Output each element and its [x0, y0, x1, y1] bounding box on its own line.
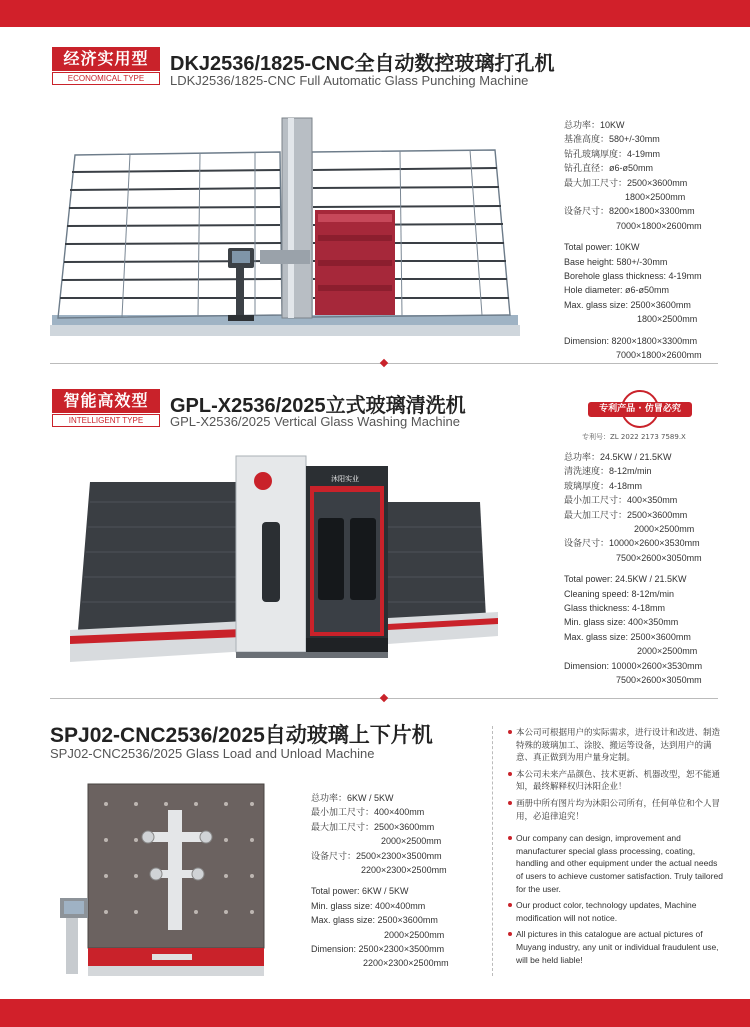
spec-cn: 最大加工尺寸：2500×3600mm [564, 509, 688, 520]
section3-specs [311, 791, 449, 971]
spec-en: 2000×2500mm [384, 929, 445, 940]
section2-specs [564, 450, 702, 688]
spec-cn: 总功率：24.5KW / 21.5KW [564, 452, 672, 462]
spec-en: Min. glass size: 400×400mm [311, 900, 426, 911]
spec-en: Dimension: 8200×1800×3300mm [564, 335, 698, 346]
spec-cn: 2000×2500mm [634, 524, 695, 535]
spec-en: Total power: 24.5KW / 21.5KW [564, 574, 687, 585]
spec-en: Base height: 580+/-30mm [564, 256, 668, 267]
spec-en: Max. glass size: 2500×3600mm [311, 915, 438, 926]
spec-cn: 总功率：6KW / 5KW [311, 793, 394, 803]
spec-en: Total power: 6KW / 5KW [311, 886, 409, 897]
spec-en: 2000×2500mm [637, 646, 698, 657]
spec-cn: 基准高度：580+/-30mm [564, 134, 660, 145]
spec-en: Cleaning speed: 8-12m/min [564, 588, 675, 599]
spec-en: Glass thickness: 4-18mm [564, 603, 666, 614]
section2-title-en: GPL-X2536/2025 Vertical Glass Washing Machine [170, 414, 461, 429]
spec-cn: 钻孔玻璃厚度：4-19mm [564, 148, 661, 159]
spec-en: 7500×2600×3050mm [616, 675, 702, 686]
spec-cn: 1800×2500mm [625, 192, 686, 203]
patent-number: 专利号：ZL 2022 2173 7589.X [582, 433, 686, 441]
spec-cn: 总功率：10KW [564, 120, 625, 130]
spec-cn: 设备尺寸：10000×2600×3530mm [564, 538, 700, 549]
spec-cn: 设备尺寸：8200×1800×3300mm [564, 206, 695, 217]
note-en: Our product color, technology updates, Machine modification will not notice. [508, 899, 723, 924]
tag-cn: 经济实用型 [52, 47, 160, 71]
section2-title-cn: GPL-X2536/2025立式玻璃清洗机 [170, 395, 466, 417]
tag-cn: 智能高效型 [52, 389, 160, 413]
bottom-red-band [0, 999, 750, 1027]
divider-diamond [380, 359, 388, 367]
spec-cn: 清洗速度：8-12m/min [564, 466, 652, 477]
section1-title-cn: DKJ2536/1825-CNC全自动数控玻璃打孔机 [170, 53, 555, 75]
seal-text: 专利产品 · 仿冒必究 [599, 404, 681, 414]
company-notes [508, 726, 723, 970]
section3-title-cn: SPJ02-CNC2536/2025自动玻璃上下片机 [50, 724, 433, 747]
economical-type-tag [52, 47, 160, 85]
note-cn: 本公司未来产品颜色、技术更新、机器改型，恕不能通知，最终解释权归沐阳企业！ [508, 768, 723, 793]
spec-cn: 最大加工尺寸：2500×3600mm [311, 821, 435, 832]
spec-en: Max. glass size: 2500×3600mm [564, 631, 691, 642]
section3-title-en: SPJ02-CNC2536/2025 Glass Load and Unload Machine [50, 746, 375, 761]
spec-en: Dimension: 2500×2300×3500mm [311, 944, 445, 955]
note-cn: 画册中所有图片均为沐阳公司所有，任何单位和个人冒用，必追律追究！ [508, 797, 723, 822]
spec-cn: 7500×2600×3050mm [616, 552, 702, 563]
spec-en: Min. glass size: 400×350mm [564, 617, 679, 628]
divider-diamond [380, 694, 388, 702]
washing-machine-image [66, 452, 500, 672]
load-unload-machine-image [56, 780, 270, 980]
top-red-band [0, 0, 750, 27]
spec-en: Hole diameter: ø6-ø50mm [564, 285, 670, 296]
tag-en: INTELLIGENT TYPE [52, 414, 160, 427]
spec-cn: 钻孔直径：ø6-ø50mm [564, 163, 654, 174]
note-en: Our company can design, improvement and manufacturer special glass processing, coating, handling and other equipment under the actual needs of users to achieve customer satisfaction. Truly tailored for the user. [508, 832, 723, 895]
spec-en: Borehole glass thickness: 4-19mm [564, 271, 702, 282]
spec-cn: 最大加工尺寸：2500×3600mm [564, 177, 688, 188]
spec-cn: 最小加工尺寸：400×350mm [564, 495, 678, 506]
note-en: All pictures in this catalogue are actual pictures of Muyang industry, any unit or individual fraudulent use, will be held liable! [508, 928, 723, 966]
spec-en: 2200×2300×2500mm [363, 958, 449, 969]
spec-cn: 最小加工尺寸：400×400mm [311, 807, 425, 818]
tag-en: ECONOMICAL TYPE [52, 72, 160, 85]
note-cn: 本公司可根据用户的实际需求，进行设计和改进、制造特殊的玻璃加工、涂胶、搬运等设备，达到用户的满意、真正做到为用户量身定制。 [508, 726, 723, 764]
spec-en: Total power: 10KW [564, 242, 640, 253]
spec-en: Max. glass size: 2500×3600mm [564, 299, 691, 310]
section1-title-en: LDKJ2536/1825-CNC Full Automatic Glass Punching Machine [170, 73, 529, 88]
spec-cn: 2000×2500mm [381, 836, 442, 847]
spec-cn: 7000×1800×2600mm [616, 220, 702, 231]
spec-cn: 2200×2300×2500mm [361, 865, 447, 876]
spec-cn: 设备尺寸：2500×2300×3500mm [311, 850, 442, 861]
machine-label: 沐阳实业 [331, 475, 359, 483]
intelligent-type-tag [52, 389, 160, 427]
patent-seal [588, 390, 692, 428]
section1-specs [564, 118, 702, 363]
spec-cn: 玻璃厚度：4-18mm [564, 480, 643, 491]
punching-machine-image [50, 110, 520, 342]
spec-en: 7000×1800×2600mm [616, 350, 702, 361]
notes-separator [492, 726, 494, 976]
spec-en: 1800×2500mm [637, 314, 698, 325]
spec-en: Dimension: 10000×2600×3530mm [564, 660, 703, 671]
